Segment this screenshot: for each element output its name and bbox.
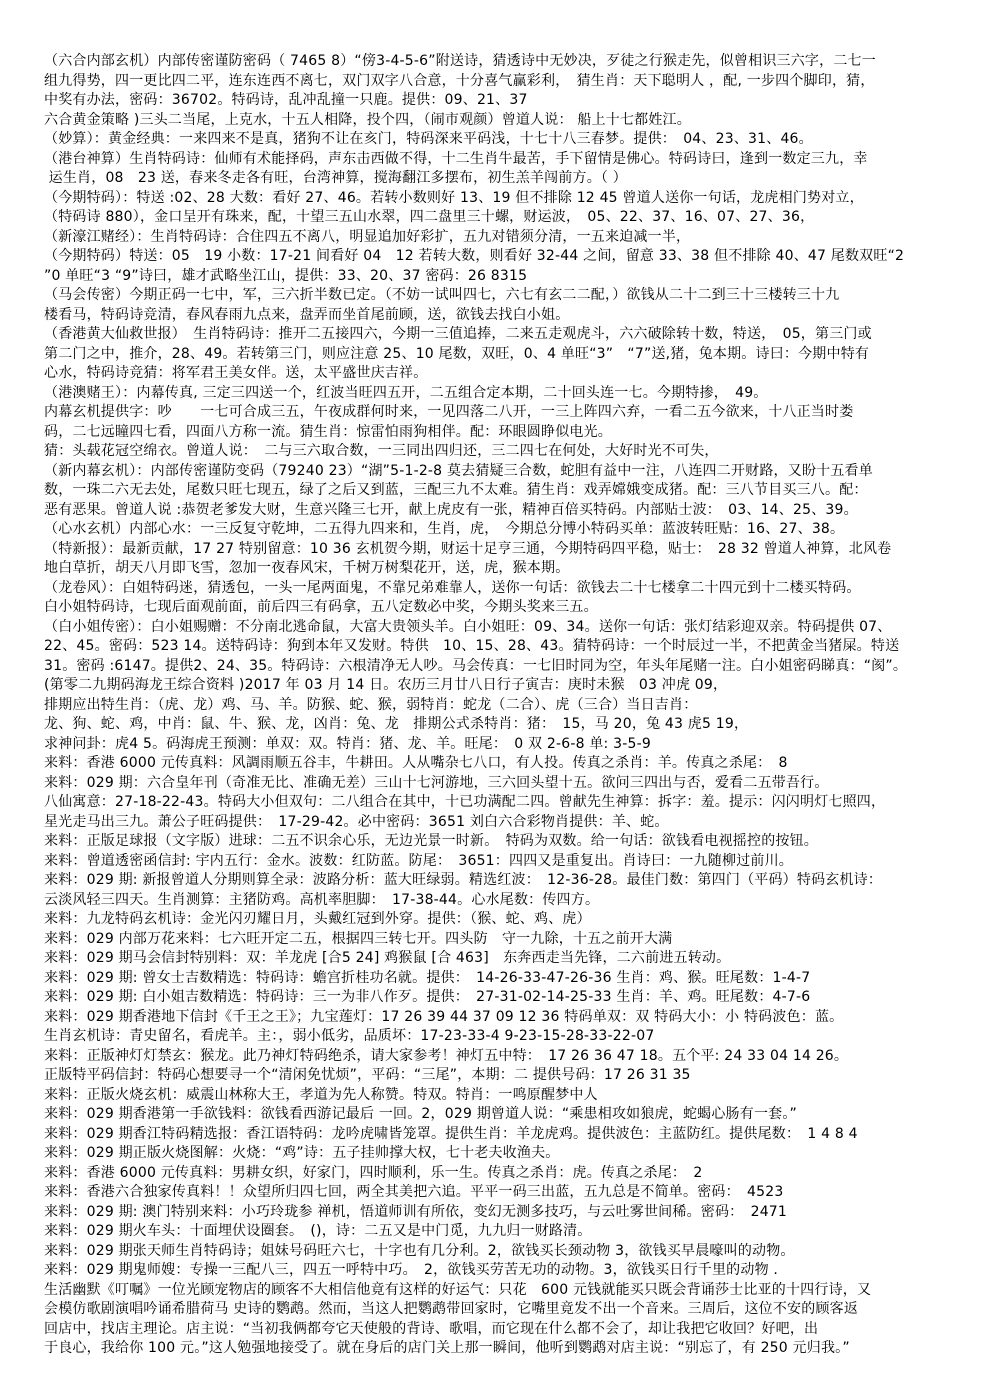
text-line: （今期特码）特送：05 19 小数：17-21 间看好 04 12 若转大数，则看好 32-44 之间，留意 33、38 但不排除 40、47 尾数双旺“2 [44,248,905,264]
text-line: 星光走马出三九。萧公子旺码提供： 17-29-42。必中密码：3651 刘白六合彩物肖提供：羊、蛇。 [44,813,669,830]
text-line: 八仙寓意：27-18-22-43。特码大小但双句：二八组合在其中，十已功满配二四。曾献先生神算：拆字：羞。提示：闪闪明灯七照四， [44,794,886,810]
text-line: 来料：029 期: 新报曾道人分期则算全录：波路分析：蓝大旺绿弱。精选红波： 12-36-28。最佳门数：第四门（平码）特码玄机诗： [44,872,883,888]
text-line: 生肖玄机诗：青史留名，看虎羊。主：，弱小低劣，品质坏：17-23-33-4 9-23-15-28-33-22-07 [44,1028,655,1044]
text-line: 来料：029 期香港第一手欲钱料：欲钱看西游记最后 一回。2，029 期曾道人说：“乘患相攻如狼虎，蛇蝎心肠有一套。” [44,1106,798,1122]
text-line: ”0 单旺“3 “9”诗曰，雄才武略坐江山，提供：33、20、37 密码：26 8315 [44,267,528,284]
text-line: 来料：029 期香港地下信封《千王之王》；九宝莲灯：17 26 39 44 37 09 12 36 特码单双：双 特码大小：小 特码波色：蓝。 [44,1008,844,1025]
text-line: （白小姐传密）：白小姐赐赠：不分南北逃命鼠，大富大贵领头羊。白小姐旺：09、34。送你一句话：张灯结彩迎双亲。特码提供 07、 [44,618,892,635]
text-line: 白小姐特码诗，七现后面观前面，前后四三有码拿，五八定数必中奖，今期头奖来三五。 [44,599,598,615]
text-line: (第零二九期码海龙王综合资料 )2017 年 03 月 14 日。农历三月廿八日行子寅吉：庚时未猴 03 冲虎 09， [44,677,728,693]
text-line: 来料：029 期：六合皇年刊（奇准无比、准确无差）三山十七河游地，三六回头望十五。欲问三四出与否，爱看二五带吾行。 [44,774,829,791]
text-line: 运生肖，08 23 送，春来冬走各有旺，台湾神算，搅海翻江多摆布，初生羔羊闯前方。（ ） [44,170,627,186]
text-line: （马会传密）今期正码一七中，军，三六折半数已定。（不妨一试叫四七，六七有玄二二配，）欲钱从二十二到三十三楼转三十九 [44,287,840,303]
text-line: （特新报）：最新贡献，17 27 特别留意：10 36 玄机贺今期，财运十足亨三通，今期特码四平稳，贴士： 28 32 曾道人神算，北风卷 [44,540,892,557]
text-line: （新濠江赌经）：生肖特码诗：合住四五不离八，明显追加好彩扩，五九对错须分清，一五来迫减一半， [44,228,691,245]
text-line: 数，一珠二六无去处，尾数只旺七现五，绿了之后又到蓝，三配三九不太难。猜生肖：戏弄嫦娥变成猪。配：三八节目买三八。配： [44,482,868,498]
text-line: 来料：曾道透密函信封: 宇内五行：金水。波数：红防蓝。防尾： 3651：四四又是重复出。肖诗曰：一九随柳过前川。 [44,852,793,869]
text-lines [44,52,983,1359]
text-line: （新内幕玄机）：内部传密谨防变码（79240 23）“湖”5-1-2-8 莫去猜疑三合数，蛇胆有益中一注，八连四二开财路，又盼十五看单 [44,462,873,479]
text-line: 来料：香港 6000 元传真料：男耕女织，好家门，四时顺利，乐一生。传真之杀肖：虎。传真之杀尾： 2 [44,1164,703,1181]
text-line: 22、45。密码：523 14。送特码诗：狗到本年又发财。特供 10、15、28、43。猜特码诗：一个时辰过一半，不把黄金当猪屎。特送 [44,638,900,654]
text-line: （六合内部玄机）内部传密谨防密码（ 7465 8）“傍3-4-5-6”附送诗，猜透诗中无妙决，歹徒之行猴走先，似曾相识三六字，二七一 [44,53,876,69]
text-line: 来料：正版足球报（文字版）进球：二五不识余心乐，无边光景一时新。 特码为双数。给一句话：欲钱看电视摇控的按钮。 [44,833,818,849]
text-line: （今期特码）：特送 :02、28 大数：看好 27、46。若转小数则好 13、19 但不排除 12 45 曾道人送你一句话，龙虎相门势对立， [44,189,864,206]
text-line: 心水，特码诗竞猜：将军君王美女伴。送，太平盛世庆吉祥。 [44,365,428,381]
text-line: 来料：九龙特码玄机诗：金光闪刃耀日月，头戴红冠到外穿。提供：（猴、蛇、鸡、虎） [44,911,591,927]
text-line: 正版特平码信封：特码心想要寻一个“清闲免忧烦”，平码：“三尾”，本期：二 提供号码：17 26 31 35 [44,1067,691,1083]
text-line: （港澳赌王）：内幕传真, 三定三四送一个，红波当旺四五开，二五组合定本期，二十回头连一七。今期特掺， 49。 [44,384,768,401]
text-line: （妙算）：黄金经典：一来四来不是真，猪狗不让在亥门，特码深来平码浅，十七十八三春梦。提供： 04、23、31、46。 [44,131,813,147]
text-line: （香港黄大仙救世报） 生肖特码诗：推开二五接四六，今期一三值追捧，二来五走观虎斗，六六破除转十数，特送， 05，第三门或 [44,326,872,342]
text-line: 来料：029 期马会信封特别料：双：羊龙虎 [合5 24] 鸡猴鼠 [合 463] 东奔西走当先锋，二六前进五转动。 [44,950,731,966]
text-line: 第二门之中，推介，28、49。若转第三门，则应注意 25、10 尾数，双旺，0、4 单旺“3” “7”送,猪，兔本期。诗曰：今期中特有 [44,345,870,362]
text-line: 于良心，我给你 100 元。”这人勉强地接受了。就在身后的店门关上那一瞬间，他听到鹦鹉对店主说：“别忘了，有 250 元归我。” [44,1340,850,1356]
text-line: 来料：029 期香江特码精选报：香江语特码：龙吟虎啸皆笼罩。提供生肖：羊龙虎鸡。提供波色：主蓝防红。提供尾数： 1 4 8 4 [44,1125,858,1142]
text-line: 来料：正版火烧玄机：威震山林称大王，孝道为先人称赞。特双。特肖：一鸣原醒梦中人 [44,1086,598,1103]
text-line: （港台神算）生肖特码诗：仙师有术能择码，声东击西做不得，十二生肖牛最苦，手下留情是佛心。特码诗曰，逢到一数定三九，幸 [44,150,868,167]
text-line: 回店中，找店主理论。店主说：“当初我俩都夸它天使般的背诗、歌唱，而它现在什么都不会了，却让我把它收回？好吧，出 [44,1320,819,1337]
text-line: 排期应出特生肖：（虎、龙）鸡、马、羊。防猴、蛇、猴，弱特肖：蛇龙（二合）、虎（三合）当日吉肖： [44,696,698,713]
text-line: 来料：029 期: 澳门特别来料：小巧玲珑参 禅机，悟道师训有所依，变幻无测多技巧，与云吐雾世间稀。密码： 2471 [44,1203,788,1220]
text-line: 云淡风轻三四天。生肖测算：主猪防鸡。高机率胆脚： 17-38-44。心水尾数：传四方。 [44,891,600,908]
text-line: 来料：香港 6000 元传真料：风調雨顺五谷丰，牛耕田。人从嘴杂七八口，有人投。传真之杀肖：羊。传真之杀尾： 8 [44,755,788,771]
text-line: 来料：029 期张天师生肖特码诗；姐妹号码旺六七，十字也有几分利。2，欲钱买长颈动物 3，欲钱买早晨嚎叫的动物。 [44,1242,795,1259]
text-line: 码，二七远瞳四七看，四面八方称一流。猜生肖：惊雷怕雨狗相伴。配：环眼圆睁似电光。 [44,423,612,440]
text-line: 恶有恶果。曾道人说 :恭贺老爹发大财，生意兴隆三七开，献上虎皮有一张，精神百倍买特码。内部贴士波： 03、14、25、39。 [44,501,858,518]
text-line: （龙卷风）：白姐特码迷，猜透包，一头一尾两面鬼，不靠兄弟难靠人，送你一句话：欲钱去二十七楼拿二十四元到十二楼买特码。 [44,579,861,596]
text-line: 求神问卦：虎4 5。码海虎王预测：单双：双。特肖：猪、龙、羊。旺尾： 0 双 2-6-8 单: 3-5-9 [44,735,651,752]
text-line: 来料：029 期鬼师嫂：专操一三配八三，四五一呼特中巧。 2，欲钱买劳苦无功的动物。3，欲钱买日行千里的动物 . [44,1262,779,1278]
text-line: 来料：029 内部万花来料：七六旺开定二五，根据四三转七开。四头防 守一九除，十五之前开大满 [44,930,673,947]
text-line: 六合黄金策略 )三头二当尾，上克水，十五人相降，投个四，（闹市观颜）曾道人说： 船上十七都姓江。 [44,111,691,128]
text-line: 会模仿歌剧演唱吟诵希腊荷马 史诗的鹦鹉。然而，当这人把鹦鹉带回家时，它嘴里竟发不出一个音来。三周后，这位不安的顾客返 [44,1301,859,1317]
text-line: 31。密码 :6147。提供2、24、35。特码诗：六根清净无人吵。马会传真：一七旧时同为空，年头年尾赌一注。白小姐密码睇真：“阂”。 [44,657,908,674]
text-line: 来料：029 期正版火烧图解：火烧：“鸡”诗：五子挂帅撑大权，七十老夫收渔夫。 [44,1145,560,1161]
text-line: 龙、狗、蛇、鸡，中肖：鼠、牛、猴、龙，凶肖：兔、龙 排期公式杀特肖：猪： 15，马 20，兔 43 虎5 19， [44,716,749,732]
text-line: 组九得势，四一更比四二平，连东连西不离七，双门双字八合意，十分喜气赢彩利， 猜生肖：天下聪明人 ，配, 一步四个脚印，猜， [44,72,875,89]
text-line: （特码诗 880），金口呈开有珠来，配，十望三五山水翠，四二盘里三十螺，财运波， 05、22、37、16、07、27、36， [44,209,815,225]
text-line: （心水玄机）内部心水：一三反复守乾坤，二五得九四来和，生肖，虎， 今期总分博小特码买单：蓝波转旺贴：16、27、38。 [44,521,845,537]
text-line: 来料：正版神灯灯禁玄：猴龙。此乃神灯特码绝杀，请大家参考！神灯五中特： 17 26 36 47 18。五个平: 24 33 04 14 26。 [44,1047,849,1064]
text-line: 生活幽默《叮嘱》一位光顾宠物店的顾客不大相信他竟有这样的好运气：只花 600 元钱就能买只既会背诵莎士比亚的十四行诗，又 [44,1281,872,1298]
text-line: 地白草折，胡天八月即飞雪，忽加一夜春风宋，千树万树梨花开，送，虎，猴本期。 [44,560,570,576]
text-line: 来料：香港六合独家传真料！！众望所归四七回，两全其美把六追。平平一码三出蓝，五九总是不简单。密码： 4523 [44,1184,784,1200]
text-line: 来料：029 期火车头：十面埋伏设圈套。 ()，诗：二五又是中门觅，九九归一财路清。 [44,1223,592,1239]
text-line: 内幕玄机提供字：吵 一七可合成三五，午夜成群何时来，一见四落二八开，一三上阵四六弃，一看二五今欲来，十八正当时娄 [44,404,854,420]
text-line: 来料：029 期: 白小姐吉数精选：特码诗：三一为非八作歹。提供： 27-31-02-14-25-33 生肖：羊、鸡。旺尾数：4-7-6 [44,989,811,1005]
text-line: 猜：头载花冠空绵衣。曾道人说： 二与三六取合数，一三同出四归还，三二四七在何处，大好时光不可失， [44,443,719,459]
text-line: 楼看马，特码诗竞清，春风春雨九点来，盘弄而坐首尾前顾，送，欲钱去找白小姐。 [44,306,570,323]
text-line: 来料：029 期: 曾女士吉数精选：特码诗：蟾宫折桂功名就。提供： 14-26-33-47-26-36 生肖：鸡、猴。旺尾数：1-4-7 [44,969,811,986]
text-line: 中奖有办法，密码：36702。特码诗，乱冲乱撞一只鹿。提供：09、21、37 [44,92,528,108]
